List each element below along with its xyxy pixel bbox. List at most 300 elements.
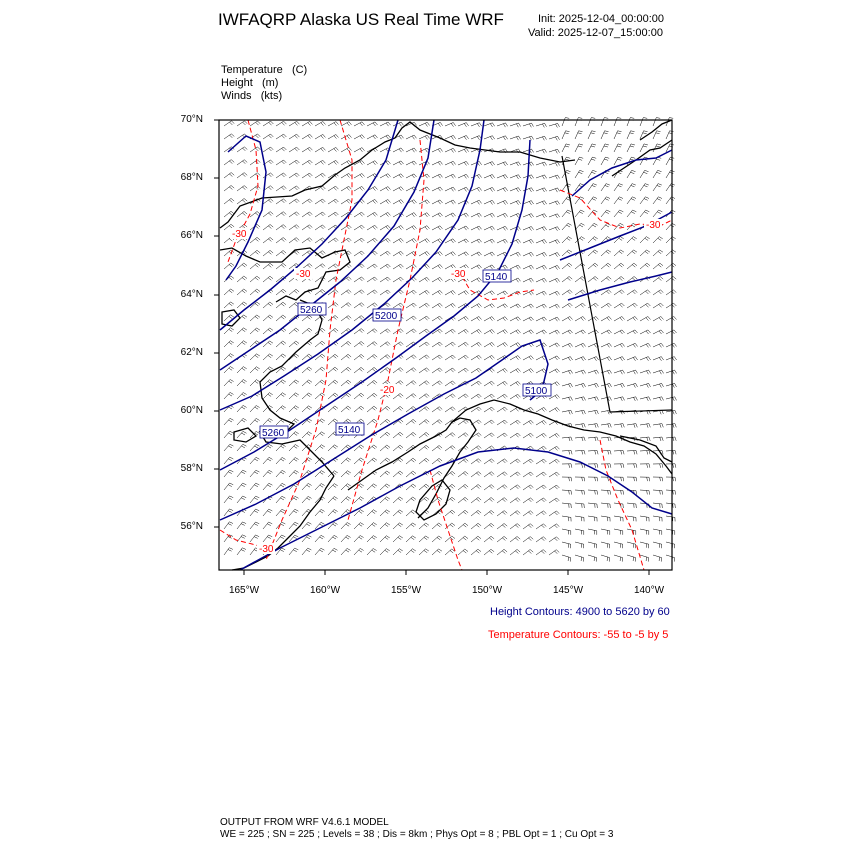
wind-barb xyxy=(471,342,481,347)
wind-barb xyxy=(653,555,662,562)
wind-barb xyxy=(445,407,455,412)
wind-barb xyxy=(289,406,299,412)
wind-barb xyxy=(601,437,611,441)
wind-barb xyxy=(601,263,611,269)
wind-barb xyxy=(588,383,599,387)
wind-barb xyxy=(575,277,585,283)
wind-barb xyxy=(484,200,495,204)
wind-barb xyxy=(276,238,286,244)
wind-barb xyxy=(666,223,676,230)
wind-barb xyxy=(627,529,636,535)
wind-barb xyxy=(614,118,621,126)
wind-barb xyxy=(562,210,571,217)
wind-barb xyxy=(588,118,595,126)
wind-barb xyxy=(419,187,430,191)
wind-barb xyxy=(458,239,469,243)
wind-barb xyxy=(328,497,338,504)
field-temperature-unit: (C) xyxy=(291,64,308,76)
wind-barb xyxy=(315,445,325,451)
wind-barb xyxy=(510,433,520,438)
wind-barb xyxy=(471,472,481,477)
wind-barb xyxy=(484,381,494,386)
temp-contour-7 xyxy=(600,440,644,570)
wind-barb xyxy=(367,329,377,334)
wind-barb xyxy=(250,418,260,425)
wind-barb xyxy=(549,485,559,490)
wind-barb xyxy=(653,184,662,191)
wind-barb xyxy=(510,304,521,308)
wind-barb xyxy=(627,555,636,562)
wind-barb xyxy=(393,523,403,529)
wind-barb xyxy=(562,450,572,454)
wind-barb xyxy=(497,407,507,412)
wind-barb xyxy=(497,472,507,477)
wind-barb xyxy=(302,173,312,178)
wind-barb xyxy=(302,315,312,321)
wind-barb xyxy=(432,316,442,321)
wind-barb xyxy=(224,380,234,387)
wind-barb xyxy=(614,464,624,468)
wind-barb xyxy=(406,161,417,165)
wind-barb xyxy=(237,263,247,269)
wind-barb xyxy=(458,510,468,516)
wind-barb xyxy=(367,484,377,490)
wind-barb xyxy=(367,161,378,165)
wind-barb xyxy=(588,490,598,495)
wind-barb xyxy=(575,223,585,230)
wind-barb xyxy=(445,291,455,296)
wind-barb xyxy=(276,445,286,452)
wind-barb xyxy=(406,484,416,490)
wind-barb xyxy=(276,134,286,139)
wind-barb xyxy=(380,342,390,347)
wind-barb xyxy=(653,210,662,217)
wind-barb xyxy=(224,470,233,477)
wind-barb xyxy=(380,419,390,425)
wind-barb xyxy=(432,226,443,230)
wind-barb xyxy=(536,278,547,282)
wind-barb xyxy=(393,174,404,178)
wind-barb xyxy=(341,548,351,555)
model-config-line: WE = 225 ; SN = 225 ; Levels = 38 ; Dis = 8km ; Phys Opt = 8 ; PBL Opt = 1 ; Cu Opt = 3 xyxy=(220,829,614,840)
wind-barb xyxy=(549,136,560,140)
wind-barb xyxy=(406,303,416,308)
wind-barb xyxy=(406,510,416,516)
wind-barb xyxy=(627,424,637,428)
wind-barb xyxy=(328,212,338,217)
wind-barb xyxy=(419,290,429,295)
wind-barb xyxy=(523,330,534,334)
wind-barb xyxy=(419,381,429,386)
wind-barb xyxy=(367,419,377,425)
wind-barb xyxy=(484,498,494,504)
wind-barb xyxy=(263,302,273,308)
wind-barb xyxy=(328,199,338,204)
wind-barb xyxy=(224,418,234,425)
wind-barb xyxy=(328,484,338,490)
wind-barb xyxy=(666,357,677,361)
wind-barb xyxy=(341,393,351,399)
coastline-seward xyxy=(220,248,350,302)
wind-barb xyxy=(380,174,391,178)
wind-barb xyxy=(523,459,533,464)
wind-barb xyxy=(549,433,559,438)
coastline xyxy=(220,120,672,570)
wind-barb xyxy=(549,524,559,529)
wind-barb xyxy=(419,135,430,139)
wind-barb xyxy=(471,446,481,451)
wind-barb xyxy=(445,381,455,386)
wind-barb xyxy=(653,383,664,387)
wind-barb xyxy=(445,200,456,204)
wind-barb xyxy=(367,199,377,204)
wind-barb xyxy=(549,459,559,464)
wind-barb xyxy=(250,470,259,477)
wind-barb xyxy=(224,186,234,192)
wind-barb xyxy=(393,510,403,516)
wind-barb xyxy=(354,148,365,152)
wind-barb xyxy=(458,187,469,191)
wind-barb xyxy=(666,437,676,441)
wind-barb xyxy=(237,302,247,308)
temperature-contours-legend: Temperature Contours: -55 to -5 by 5 xyxy=(488,629,669,641)
wind-barb xyxy=(601,303,611,308)
wind-barb xyxy=(263,225,273,231)
wind-barb xyxy=(640,555,649,562)
wind-barb xyxy=(536,188,547,192)
wind-barb xyxy=(445,213,456,217)
wind-barb xyxy=(640,357,651,361)
wind-barb xyxy=(640,250,650,256)
wind-barb xyxy=(406,458,416,464)
wind-barb xyxy=(445,303,455,308)
wind-barb xyxy=(224,354,234,360)
wind-barb xyxy=(224,522,233,529)
wind-barb xyxy=(250,380,260,386)
wind-barb xyxy=(367,212,377,217)
wind-barb xyxy=(536,524,546,529)
wind-barb xyxy=(536,265,547,269)
wind-barb xyxy=(289,212,299,217)
wind-barb xyxy=(458,252,469,256)
wind-barb xyxy=(510,369,521,374)
wind-barb xyxy=(640,144,648,152)
wind-barb xyxy=(536,149,547,153)
wind-barb xyxy=(536,459,546,464)
wind-barb xyxy=(224,496,233,503)
wind-barb xyxy=(588,555,597,562)
wind-barb xyxy=(588,277,598,283)
wind-barb xyxy=(354,497,364,503)
wind-barb xyxy=(523,498,533,503)
wind-barb xyxy=(627,290,637,295)
wind-barb xyxy=(640,210,649,217)
wind-barb xyxy=(627,450,637,454)
wind-barb xyxy=(497,524,507,530)
wind-barb xyxy=(575,410,585,414)
wind-barb xyxy=(497,330,508,334)
wind-barb xyxy=(640,516,649,521)
temp-label-text: -30 xyxy=(232,229,247,240)
wind-barb xyxy=(445,446,455,451)
wind-barb xyxy=(432,446,442,452)
wind-barb xyxy=(237,186,247,191)
wind-barb xyxy=(237,496,246,503)
wind-barb xyxy=(471,497,481,503)
wind-barb xyxy=(458,123,469,127)
wind-barb xyxy=(627,197,636,204)
wind-barb xyxy=(588,397,599,401)
wind-barb xyxy=(341,186,351,191)
wind-barb xyxy=(640,290,650,295)
wind-barb xyxy=(471,536,481,542)
wind-barb xyxy=(653,490,663,495)
wind-barb xyxy=(614,197,623,204)
wind-barb xyxy=(276,121,286,126)
wind-barb xyxy=(328,367,338,373)
wind-barb xyxy=(250,186,260,191)
wind-barb xyxy=(276,470,286,477)
wind-barb xyxy=(549,446,559,451)
wind-barb xyxy=(640,383,651,387)
wind-barb xyxy=(471,459,481,464)
wind-barb xyxy=(562,555,571,562)
wind-barb xyxy=(419,277,429,282)
wind-barb xyxy=(367,225,377,230)
wind-barb xyxy=(237,380,247,387)
wind-barb xyxy=(393,161,404,165)
wind-barb xyxy=(380,471,390,477)
wind-barb xyxy=(536,123,547,127)
wind-barb xyxy=(523,239,534,243)
wind-barb xyxy=(497,291,508,295)
wind-barb xyxy=(289,432,299,438)
height-label-5140-west xyxy=(336,423,364,436)
wind-barb xyxy=(302,328,312,334)
wind-barb xyxy=(627,144,635,152)
wind-barb xyxy=(523,511,533,516)
wind-barb xyxy=(471,226,482,230)
wind-barb xyxy=(341,316,351,321)
wind-barb xyxy=(406,549,416,555)
wind-barb xyxy=(510,252,521,256)
wind-barb xyxy=(575,503,584,508)
wind-barb xyxy=(354,406,364,412)
wind-barb xyxy=(575,157,583,165)
wind-barb xyxy=(432,342,442,347)
wind-barb xyxy=(549,304,560,308)
wind-barb xyxy=(653,516,662,521)
wind-barb xyxy=(315,484,325,491)
wind-barb xyxy=(484,252,495,256)
wind-barb xyxy=(497,304,508,308)
wind-barb xyxy=(601,277,611,283)
wind-barb xyxy=(224,444,233,451)
wind-barb xyxy=(315,160,325,165)
wind-barb xyxy=(263,147,273,152)
wind-barb xyxy=(562,263,572,269)
wind-barb xyxy=(510,201,521,205)
wind-barb xyxy=(419,458,429,464)
wind-barb xyxy=(406,407,416,413)
wind-barb xyxy=(354,316,364,321)
wind-barb xyxy=(640,330,651,334)
wind-barb xyxy=(614,157,622,165)
coastline-bering xyxy=(260,300,334,476)
wind-barb xyxy=(536,291,547,295)
wind-barb xyxy=(445,368,455,373)
wind-barb xyxy=(653,290,663,295)
wind-barb xyxy=(432,458,442,464)
wind-barb xyxy=(406,148,417,152)
wind-barb xyxy=(484,407,494,412)
wind-barb xyxy=(575,370,586,374)
wind-barb xyxy=(289,509,298,516)
height-label-text: 5200 xyxy=(375,311,398,322)
wind-barb xyxy=(497,485,507,490)
wind-barb xyxy=(289,225,299,230)
wind-barb xyxy=(380,510,390,516)
wind-barb xyxy=(653,317,664,322)
wind-barb xyxy=(497,317,508,321)
wind-barb xyxy=(250,173,260,178)
wind-barb xyxy=(484,175,495,179)
height-label-text: 5140 xyxy=(485,272,508,283)
wind-barb xyxy=(393,264,403,269)
wind-barb xyxy=(445,433,455,438)
wind-barb xyxy=(510,136,521,140)
wind-barb xyxy=(224,392,234,399)
wind-barb xyxy=(419,536,429,542)
latitude-label: 62°N xyxy=(180,347,203,358)
wind-barb xyxy=(497,420,507,425)
wind-barb xyxy=(406,419,416,425)
height-label-text: 5140 xyxy=(338,425,361,436)
wind-barb xyxy=(588,424,598,428)
wind-barb xyxy=(341,173,351,178)
wind-barb xyxy=(445,252,456,256)
wind-barb xyxy=(458,342,468,347)
wind-barb xyxy=(549,356,560,360)
wind-barb xyxy=(614,357,625,361)
wind-barb xyxy=(588,516,597,521)
temp-label-5 xyxy=(294,268,312,280)
wind-barb xyxy=(536,175,547,179)
wind-barb xyxy=(601,118,608,126)
wind-barb xyxy=(562,477,572,481)
wind-barb xyxy=(341,380,351,386)
wind-barb xyxy=(250,522,259,529)
wind-barb xyxy=(536,227,547,231)
temp-label-text: -30 xyxy=(259,544,274,555)
wind-barb xyxy=(419,122,430,126)
wind-barb xyxy=(237,199,247,205)
wind-barb xyxy=(614,131,622,139)
wind-barb xyxy=(354,251,364,256)
wind-barb xyxy=(224,121,234,126)
wind-barb xyxy=(497,536,507,542)
wind-barb xyxy=(276,522,285,529)
wind-barb xyxy=(627,383,638,387)
wind-barb xyxy=(380,251,390,256)
wind-barb xyxy=(315,147,325,152)
wind-barb xyxy=(406,381,416,386)
wind-barb xyxy=(588,237,598,243)
wind-barb xyxy=(588,197,597,204)
wind-barb xyxy=(341,523,351,530)
height-label-5200 xyxy=(373,309,401,322)
wind-barb xyxy=(575,343,586,347)
wind-barb xyxy=(562,330,573,334)
wind-barb xyxy=(575,450,585,454)
wind-barb xyxy=(276,263,286,269)
wind-barb xyxy=(666,290,676,295)
wind-barb xyxy=(588,330,599,334)
wind-barb xyxy=(276,341,286,347)
wind-barb xyxy=(367,303,377,308)
wind-barb xyxy=(666,555,675,562)
wind-barb xyxy=(614,555,623,562)
wind-barb xyxy=(536,550,546,555)
wind-barb xyxy=(588,263,598,269)
wind-barb xyxy=(263,238,273,244)
wind-barb xyxy=(445,536,455,542)
wind-barb xyxy=(601,357,612,361)
wind-barb xyxy=(341,148,352,153)
wind-barb xyxy=(640,303,650,308)
wind-barb xyxy=(484,213,495,217)
wind-barb xyxy=(380,225,390,230)
wind-barb xyxy=(237,147,247,152)
wind-barb xyxy=(523,252,534,256)
wind-barb xyxy=(302,160,312,165)
longitude-label: 140°W xyxy=(633,585,665,596)
wind-barb xyxy=(601,343,612,347)
wind-barb xyxy=(497,188,508,192)
wind-barb xyxy=(367,510,377,516)
wind-barb xyxy=(237,289,247,295)
wind-barb xyxy=(250,496,259,503)
wind-barb xyxy=(549,240,560,244)
wind-barb xyxy=(510,394,520,399)
wind-barb xyxy=(237,470,246,477)
wind-barb xyxy=(510,188,521,192)
wind-barb xyxy=(315,406,325,412)
wind-barb xyxy=(237,367,247,373)
wind-barb xyxy=(484,304,495,308)
field-winds-name: Winds xyxy=(221,90,252,102)
wind-barb xyxy=(653,370,664,374)
temp-label-text: -30 xyxy=(296,269,311,280)
wind-barb xyxy=(510,265,521,269)
wind-barb xyxy=(315,225,325,230)
field-height-unit: (m) xyxy=(261,77,279,89)
wind-barb xyxy=(549,201,560,205)
wind-barb xyxy=(627,357,638,361)
wind-barb xyxy=(250,483,259,490)
wind-barb xyxy=(263,341,273,347)
wind-barb xyxy=(562,437,572,441)
wind-barb xyxy=(458,200,469,204)
wind-barb xyxy=(406,135,417,139)
wind-barb xyxy=(523,472,533,477)
wind-barb xyxy=(562,317,573,322)
wind-barb xyxy=(224,198,234,204)
wind-barb xyxy=(315,199,325,204)
wind-barb xyxy=(341,225,351,230)
wind-barb xyxy=(497,226,508,230)
wind-barb xyxy=(523,265,534,269)
